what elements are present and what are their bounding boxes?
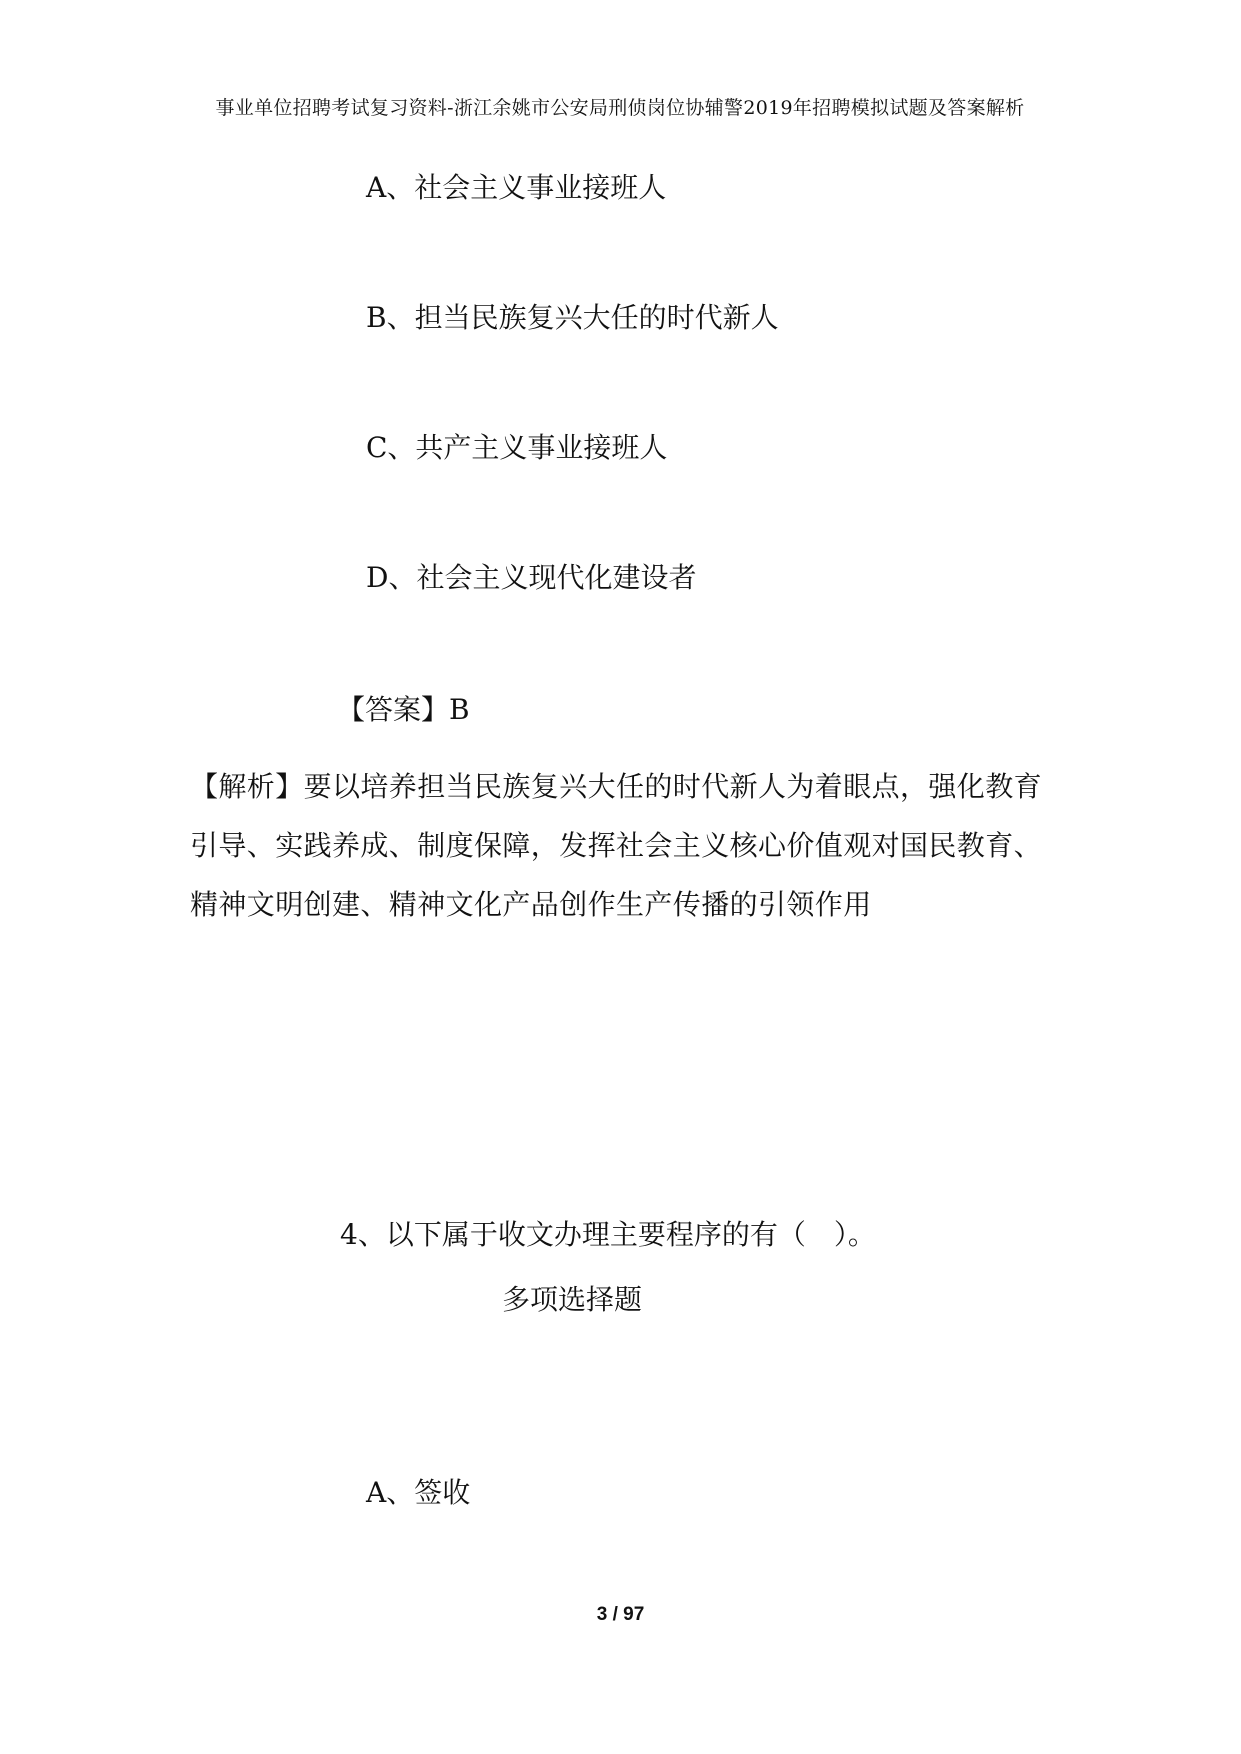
page-number: 3 / 97 xyxy=(596,1604,645,1625)
q3-option-d: D、社会主义现代化建设者 xyxy=(366,561,697,594)
q4-option-a: A、签收 xyxy=(366,1476,471,1509)
q4-stem: 4、以下属于收文办理主要程序的有（ ）。 xyxy=(340,1218,876,1251)
q4-question-type: 多项选择题 xyxy=(502,1283,643,1316)
document-header: 事业单位招聘考试复习资料-浙江余姚市公安局刑侦岗位协辅警2019年招聘模拟试题及答案解析 xyxy=(215,97,1025,119)
q3-option-c: C、共产主义事业接班人 xyxy=(366,431,668,464)
q3-answer: 【答案】B xyxy=(337,693,470,726)
q3-option-b: B、担当民族复兴大任的时代新人 xyxy=(366,301,779,334)
q3-analysis: 【解析】要以培养担当民族复兴大任的时代新人为着眼点，强化教育引导、实践养成、制度保障，发挥社会主义核心价值观对国民教育、精神文明创建、精神文化产品创作生产传播的引领作用 xyxy=(190,770,1043,921)
q3-option-a: A、社会主义事业接班人 xyxy=(366,171,667,204)
